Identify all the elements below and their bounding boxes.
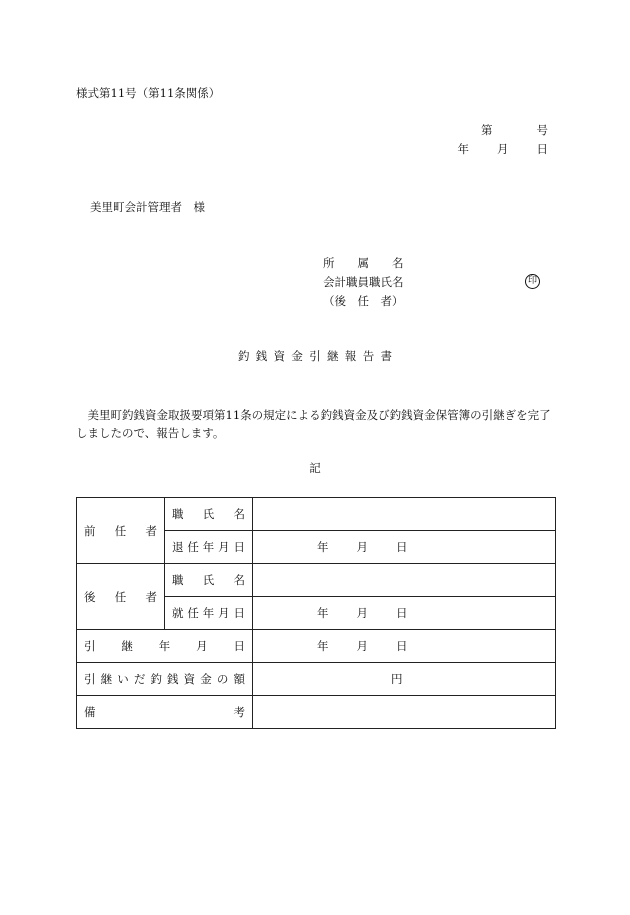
table-row (77, 498, 556, 531)
predecessor-name-field[interactable] (253, 498, 556, 531)
document-title: 釣銭資金引継報告書 (237, 349, 399, 363)
sender-name-label: 会計職員職氏名 (323, 275, 404, 289)
sender-block (323, 255, 553, 312)
report-table (76, 497, 556, 729)
appoint-month: 月 (356, 606, 368, 620)
transfer-date-label-cell (77, 630, 253, 663)
addressee: 美里町会計管理者 様 (90, 200, 205, 214)
appoint-year: 年 (317, 606, 329, 620)
appoint-day: 日 (396, 606, 408, 620)
table-row (77, 663, 556, 696)
sender-role: （後 任 者） (323, 294, 404, 308)
remarks-label-cell (77, 696, 253, 729)
appoint-date-label: 就 任 年 月 日 (172, 606, 245, 620)
yen-unit: 円 (391, 672, 403, 686)
transfer-year: 年 (317, 639, 329, 653)
retire-month: 月 (356, 540, 368, 554)
doc-date-month: 月 (497, 142, 509, 156)
transfer-month: 月 (356, 639, 368, 653)
doc-number-go: 号 (536, 123, 548, 137)
doc-date-day: 日 (536, 142, 548, 156)
sender-name-row (323, 274, 553, 293)
document-date (458, 141, 549, 157)
doc-number-dai: 第 (481, 123, 493, 137)
retire-date-label: 退 任 年 月 日 (172, 540, 245, 554)
retire-year: 年 (317, 540, 329, 554)
sender-affiliation: 所 属 名 (323, 256, 404, 270)
doc-date-year: 年 (457, 142, 469, 156)
table-row (77, 564, 556, 597)
transfer-date-label: 引 継 年 月 日 (84, 639, 245, 653)
transfer-date-field[interactable] (253, 630, 556, 663)
remarks-field[interactable] (253, 696, 556, 729)
retire-day: 日 (396, 540, 408, 554)
amount-label-cell (77, 663, 253, 696)
retire-date-label-cell (165, 531, 253, 564)
predecessor-cell (77, 498, 165, 564)
retire-date-field[interactable] (253, 531, 556, 564)
successor-name-field[interactable] (253, 564, 556, 597)
remarks-label: 備 考 (84, 705, 245, 719)
amount-field[interactable] (253, 663, 556, 696)
form-number: 様式第11号（第11条関係） (76, 86, 221, 100)
successor-name-label: 職 氏 名 (172, 573, 245, 587)
predecessor-name-label-cell (165, 498, 253, 531)
transfer-day: 日 (396, 639, 408, 653)
predecessor-label: 前 任 者 (84, 523, 157, 538)
predecessor-name-label: 職 氏 名 (172, 507, 245, 521)
body-text: 美里町釣銭資金取扱要項第11条の規定による釣銭資金及び釣銭資金保管簿の引継ぎを完了しましたので、報告します。 (76, 408, 551, 440)
table-row (77, 630, 556, 663)
successor-label: 後 任 者 (84, 589, 157, 604)
successor-cell (77, 564, 165, 630)
successor-name-label-cell (165, 564, 253, 597)
document-number (481, 122, 548, 138)
appoint-date-label-cell (165, 597, 253, 630)
ki-heading: 記 (309, 461, 321, 475)
seal-icon: 印 (525, 274, 540, 289)
table-row (77, 696, 556, 729)
appoint-date-field[interactable] (253, 597, 556, 630)
amount-label: 引 継 い だ 釣 銭 資 金 の 額 (84, 672, 245, 686)
